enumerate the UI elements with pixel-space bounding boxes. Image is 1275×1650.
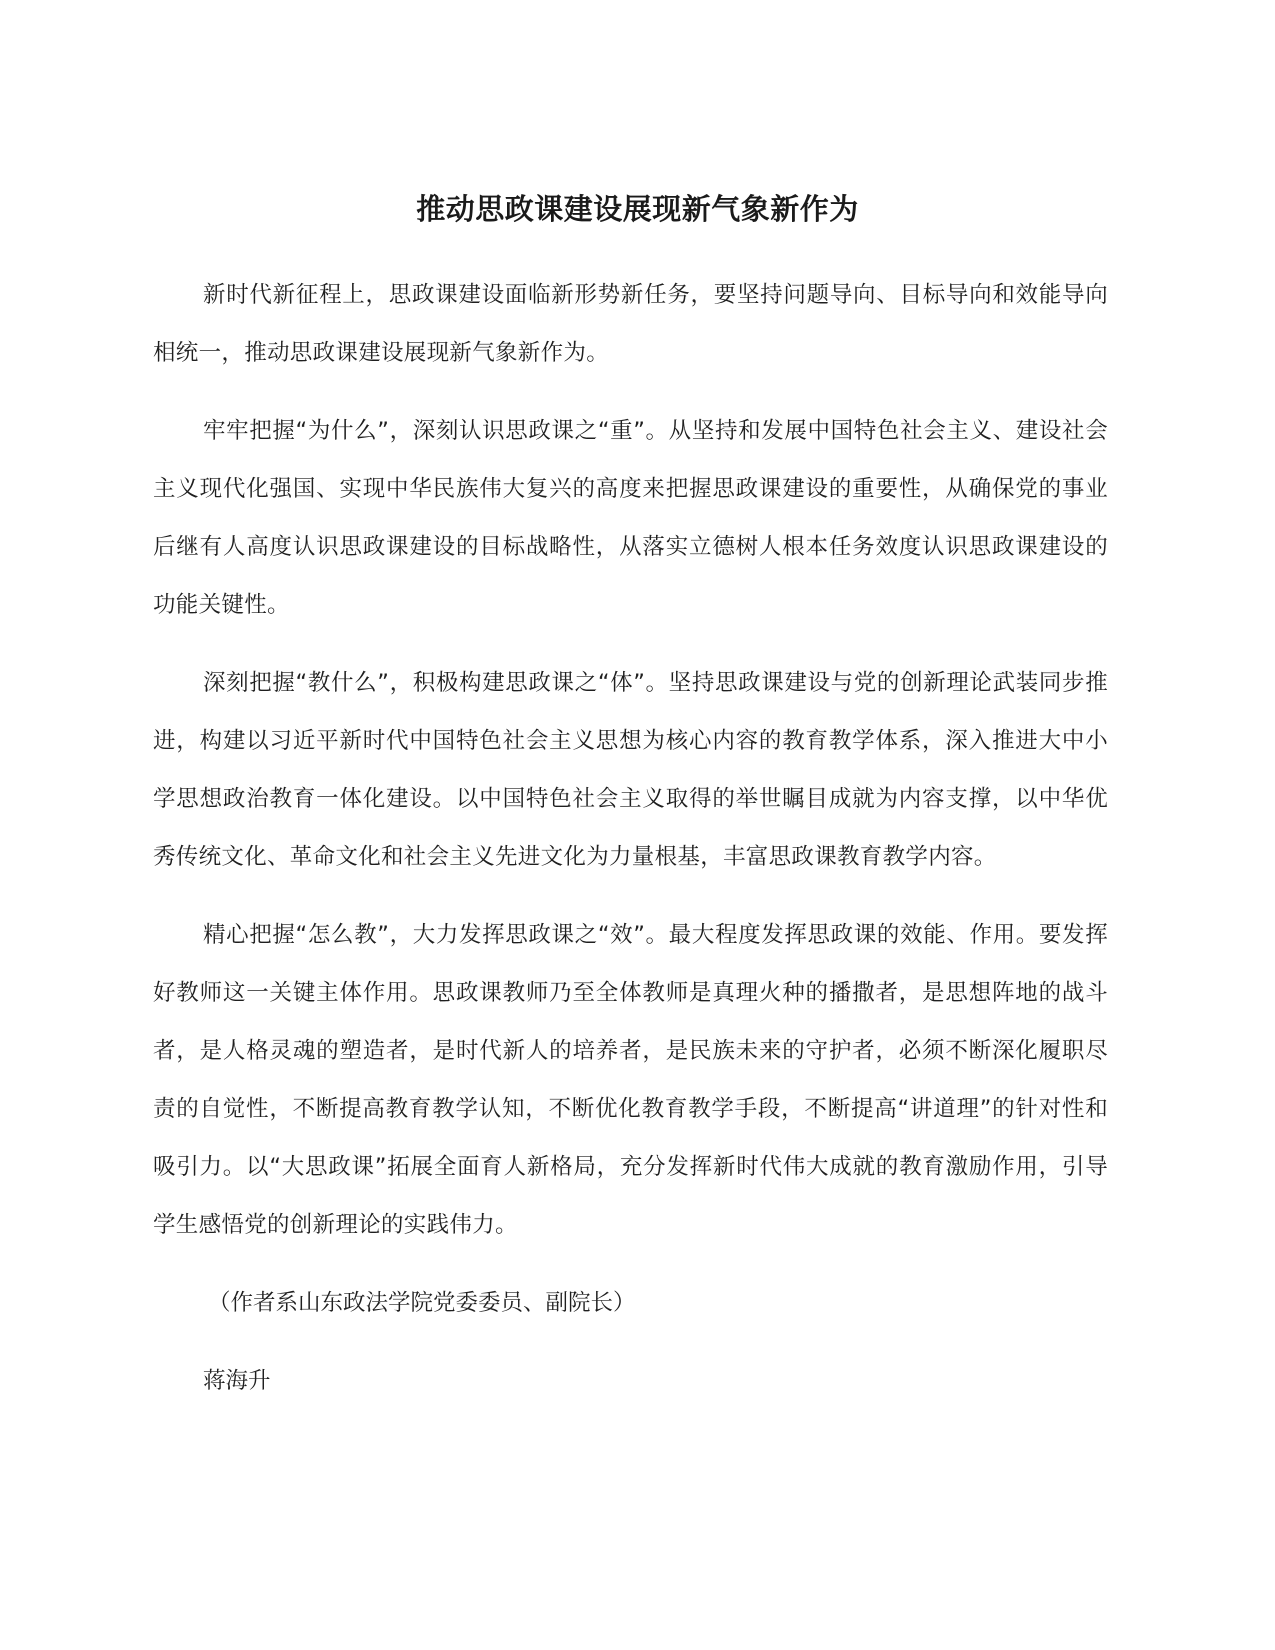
author-name: 蒋海升 — [203, 1368, 271, 1394]
document-title: 推动思政课建设展现新气象新作为 — [416, 192, 859, 226]
paragraph-how: 精心把握“怎么教”，大力发挥思政课之“效”。最大程度发挥思政课的效能、作用。要发挥好教师这一关键主体作用。思政课教师乃至全体教师是真理火种的播撒者，是思想阵地的战斗者，是人格灵魂的塑造者，是时代新人的培养者，是民族未来的守护者，必须不断深化履职尽责的自觉性，不断提高教育教学认知，不断优化教育教学手段，不断提高“讲道理”的针对性和吸引力。以“大思政课”拓展全面育人新格局，充分发挥新时代伟大成就的教育激励作用，引导学生感悟党的创新理论的实践伟力。 — [153, 922, 1108, 1238]
paragraph-why: 牢牢把握“为什么”，深刻认识思政课之“重”。从坚持和发展中国特色社会主义、建设社会主义现代化强国、实现中华民族伟大复兴的高度来把握思政课建设的重要性，从确保党的事业后继有人高度认识思政课建设的目标战略性，从落实立德树人根本任务效度认识思政课建设的功能关键性。 — [153, 418, 1108, 618]
paragraph-what: 深刻把握“教什么”，积极构建思政课之“体”。坚持思政课建设与党的创新理论武装同步推进，构建以习近平新时代中国特色社会主义思想为核心内容的教育教学体系，深入推进大中小学思想政治教育一体化建设。以中国特色社会主义取得的举世瞩目成就为内容支撑，以中华优秀传统文化、革命文化和社会主义先进文化为力量根基，丰富思政课教育教学内容。 — [153, 670, 1108, 870]
author-affiliation: （作者系山东政法学院党委委员、副院长） — [208, 1290, 636, 1316]
document-body — [153, 266, 1108, 1410]
paragraph-intro: 新时代新征程上，思政课建设面临新形势新任务，要坚持问题导向、目标导向和效能导向相统一，推动思政课建设展现新气象新作为。 — [153, 282, 1108, 366]
